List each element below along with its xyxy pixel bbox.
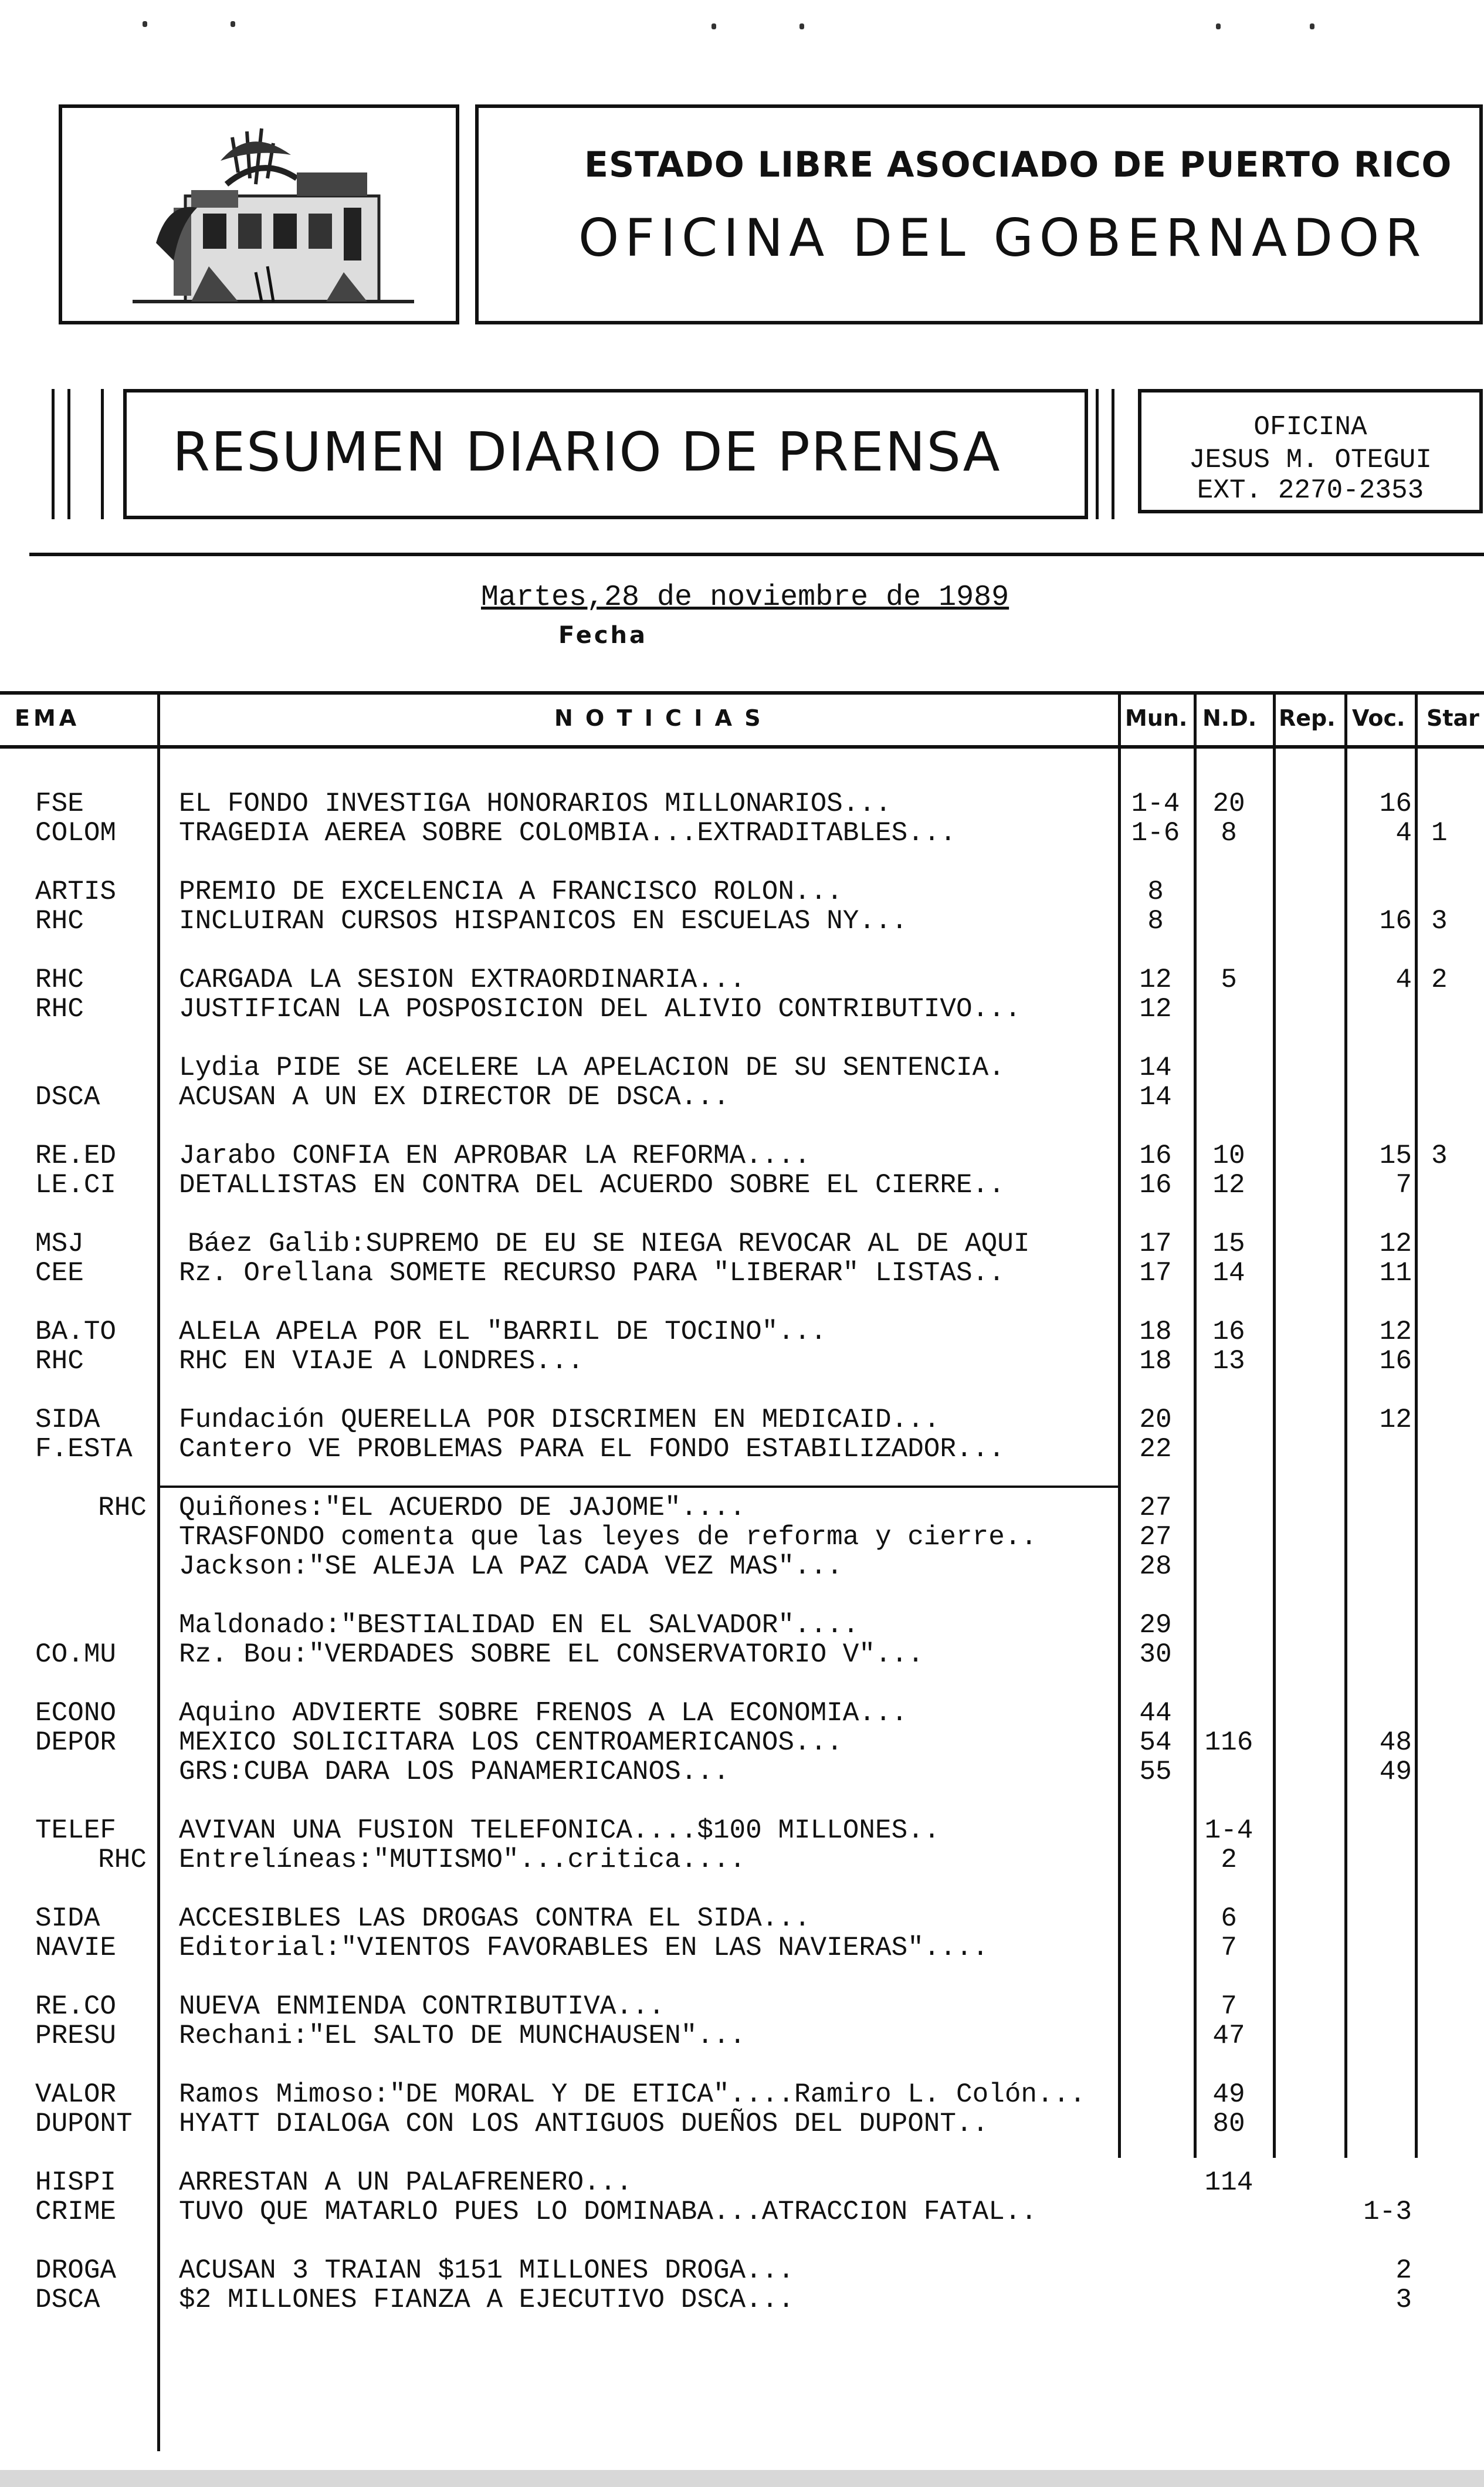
- row-voc: 4: [1395, 818, 1412, 848]
- col-header-star: Star: [1427, 705, 1479, 731]
- row-voc: 48: [1379, 1727, 1412, 1758]
- row-tema: F.ESTA: [35, 1434, 133, 1464]
- decor-bar: [52, 389, 55, 519]
- row-tema: RE.CO: [35, 1991, 117, 2022]
- state-name: ESTADO LIBRE ASOCIADO DE PUERTO RICO: [584, 144, 1452, 185]
- row-noticia: GRS:CUBA DARA LOS PANAMERICANOS...: [179, 1757, 730, 1787]
- row-tema: RHC: [35, 994, 84, 1024]
- row-tema: ECONO: [35, 1698, 117, 1728]
- row-noticia: ARRESTAN A UN PALAFRENERO...: [179, 2167, 632, 2198]
- row-mun: 22: [1139, 1434, 1172, 1464]
- row-noticia: ACUSAN A UN EX DIRECTOR DE DSCA...: [179, 1082, 730, 1112]
- row-noticia: Fundación QUERELLA POR DISCRIMEN EN MEDICAID...: [179, 1405, 940, 1435]
- row-tema: SIDA: [35, 1903, 100, 1934]
- row-mun: 54: [1139, 1727, 1172, 1758]
- row-nd: 12: [1212, 1170, 1245, 1200]
- row-tema: ARTIS: [35, 877, 117, 907]
- punch-mark: [1216, 23, 1221, 29]
- office-name: OFICINA DEL GOBERNADOR: [578, 208, 1427, 268]
- col-header-tema: EMA: [15, 705, 80, 731]
- row-mun: 16: [1139, 1170, 1172, 1200]
- row-tema: RHC: [98, 1493, 147, 1523]
- row-noticia: INCLUIRAN CURSOS HISPANICOS EN ESCUELAS NY...: [179, 906, 908, 936]
- row-noticia: Editorial:"VIENTOS FAVORABLES EN LAS NAVIERAS"....: [179, 1933, 989, 1963]
- row-tema: SIDA: [35, 1405, 100, 1435]
- page-title: RESUMEN DIARIO DE PRENSA: [172, 421, 1001, 483]
- row-noticia: Jarabo CONFIA EN APROBAR LA REFORMA....: [179, 1141, 811, 1171]
- row-tema: DSCA: [35, 1082, 100, 1112]
- row-mun: 16: [1139, 1141, 1172, 1171]
- row-nd: 15: [1212, 1229, 1245, 1259]
- row-noticia: AVIVAN UNA FUSION TELEFONICA....$100 MILLONES..: [179, 1815, 940, 1846]
- row-voc: 12: [1379, 1405, 1412, 1435]
- row-noticia: Rz. Bou:"VERDADES SOBRE EL CONSERVATORIO V"...: [179, 1639, 924, 1670]
- column-rule: [157, 691, 160, 2451]
- row-noticia: TRAGEDIA AEREA SOBRE COLOMBIA...EXTRADITABLES...: [179, 818, 957, 848]
- row-mun: 17: [1139, 1229, 1172, 1259]
- row-noticia: JUSTIFICAN LA POSPOSICION DEL ALIVIO CONTRIBUTIVO...: [179, 994, 1021, 1024]
- row-tema: BA.TO: [35, 1317, 117, 1347]
- section-divider: [29, 553, 1484, 556]
- seal-box: [59, 104, 459, 324]
- contact-line3: EXT. 2270-2353: [1197, 475, 1424, 506]
- row-tema: LE.CI: [35, 1170, 117, 1200]
- row-mun: 14: [1139, 1053, 1172, 1083]
- date-label: Fecha: [558, 622, 648, 649]
- row-voc: 16: [1379, 906, 1412, 936]
- row-voc: 16: [1379, 789, 1412, 819]
- col-header-mun: Mun.: [1125, 705, 1188, 731]
- row-mun: 28: [1139, 1551, 1172, 1582]
- row-mun: 8: [1147, 906, 1164, 936]
- column-rule: [1415, 691, 1418, 2158]
- row-tema: MSJ: [35, 1229, 84, 1259]
- row-tema: CEE: [35, 1258, 84, 1288]
- group-rule: [157, 1486, 1119, 1488]
- row-mun: 30: [1139, 1639, 1172, 1670]
- col-header-noticias: N O T I C I A S: [554, 705, 763, 731]
- row-mun: 12: [1139, 994, 1172, 1024]
- row-voc: 12: [1379, 1229, 1412, 1259]
- row-noticia: PREMIO DE EXCELENCIA A FRANCISCO ROLON...: [179, 877, 843, 907]
- row-mun: 44: [1139, 1698, 1172, 1728]
- decor-bar: [67, 389, 70, 519]
- row-noticia: Cantero VE PROBLEMAS PARA EL FONDO ESTABILIZADOR...: [179, 1434, 1005, 1464]
- contact-line1: OFICINA: [1253, 412, 1367, 442]
- row-voc: 11: [1379, 1258, 1412, 1288]
- row-tema: RHC: [35, 965, 84, 995]
- fortaleza-building-icon: [121, 126, 426, 319]
- row-nd: 7: [1221, 1933, 1237, 1963]
- punch-mark: [143, 21, 147, 27]
- row-noticia: CARGADA LA SESION EXTRAORDINARIA...: [179, 965, 746, 995]
- row-noticia: Rz. Orellana SOMETE RECURSO PARA "LIBERAR" LISTAS..: [179, 1258, 1005, 1288]
- row-nd: 116: [1204, 1727, 1253, 1758]
- row-tema: NAVIE: [35, 1933, 117, 1963]
- row-noticia: NUEVA ENMIENDA CONTRIBUTIVA...: [179, 1991, 665, 2022]
- row-tema: FSE: [35, 789, 84, 819]
- row-star: 2: [1431, 965, 1448, 995]
- row-noticia: ACUSAN 3 TRAIAN $151 MILLONES DROGA...: [179, 2255, 794, 2286]
- row-noticia: ALELA APELA POR EL "BARRIL DE TOCINO"...: [179, 1317, 827, 1347]
- row-mun: 20: [1139, 1405, 1172, 1435]
- row-tema: CRIME: [35, 2197, 117, 2227]
- row-tema: CO.MU: [35, 1639, 117, 1670]
- row-nd: 2: [1221, 1845, 1237, 1875]
- row-tema: DROGA: [35, 2255, 117, 2286]
- row-mun: 27: [1139, 1522, 1172, 1552]
- row-tema: DUPONT: [35, 2109, 133, 2139]
- row-noticia: Aquino ADVIERTE SOBRE FRENOS A LA ECONOMIA...: [179, 1698, 908, 1728]
- row-tema: COLOM: [35, 818, 117, 848]
- decor-bar: [101, 389, 104, 519]
- row-tema: PRESU: [35, 2021, 117, 2051]
- decor-bar: [1112, 389, 1114, 519]
- row-tema: RHC: [35, 906, 84, 936]
- scan-edge: [0, 2470, 1484, 2487]
- row-voc: 3: [1395, 2285, 1412, 2315]
- row-mun: 14: [1139, 1082, 1172, 1112]
- row-noticia: Ramos Mimoso:"DE MORAL Y DE ETICA"....Ramiro L. Colón...: [179, 2079, 1086, 2110]
- header-title-box: [475, 104, 1483, 324]
- row-star: 3: [1431, 906, 1448, 936]
- table-top-rule: [0, 691, 1484, 695]
- punch-mark: [231, 21, 235, 27]
- row-nd: 80: [1212, 2109, 1245, 2139]
- row-mun: 12: [1139, 965, 1172, 995]
- row-noticia: EL FONDO INVESTIGA HONORARIOS MILLONARIOS...: [179, 789, 892, 819]
- row-nd: 49: [1212, 2079, 1245, 2110]
- row-noticia: Quiñones:"EL ACUERDO DE JAJOME"....: [179, 1493, 746, 1523]
- row-noticia: HYATT DIALOGA CON LOS ANTIGUOS DUEÑOS DEL DUPONT..: [179, 2109, 989, 2139]
- row-tema: RHC: [35, 1346, 84, 1376]
- row-noticia: MEXICO SOLICITARA LOS CENTROAMERICANOS...: [179, 1727, 843, 1758]
- row-voc: 12: [1379, 1317, 1412, 1347]
- row-voc: 1-3: [1363, 2197, 1412, 2227]
- row-nd: 10: [1212, 1141, 1245, 1171]
- row-noticia: TUVO QUE MATARLO PUES LO DOMINABA...ATRACCION FATAL..: [179, 2197, 1038, 2227]
- contact-line2: JESUS M. OTEGUI: [1188, 445, 1432, 475]
- row-mun: 1-6: [1131, 818, 1180, 848]
- row-voc: 4: [1395, 965, 1412, 995]
- decor-bar: [1096, 389, 1099, 519]
- row-noticia: RHC EN VIAJE A LONDRES...: [179, 1346, 584, 1376]
- row-mun: 55: [1139, 1757, 1172, 1787]
- row-voc: 49: [1379, 1757, 1412, 1787]
- row-mun: 29: [1139, 1610, 1172, 1640]
- row-nd: 14: [1212, 1258, 1245, 1288]
- row-voc: 7: [1395, 1170, 1412, 1200]
- row-tema: TELEF: [35, 1815, 117, 1846]
- row-noticia: $2 MILLONES FIANZA A EJECUTIVO DSCA...: [179, 2285, 794, 2315]
- row-nd: 7: [1221, 1991, 1237, 2022]
- row-mun: 17: [1139, 1258, 1172, 1288]
- punch-mark: [1310, 23, 1314, 29]
- row-noticia: Báez Galib:SUPREMO DE EU SE NIEGA REVOCAR AL DE AQUI: [188, 1229, 1030, 1259]
- row-nd: 16: [1212, 1317, 1245, 1347]
- row-nd: 47: [1212, 2021, 1245, 2051]
- row-noticia: TRASFONDO comenta que las leyes de reforma y cierre..: [179, 1522, 1038, 1552]
- row-nd: 20: [1212, 789, 1245, 819]
- row-noticia: Entrelíneas:"MUTISMO"...critica....: [179, 1845, 746, 1875]
- col-header-voc: Voc.: [1352, 705, 1405, 731]
- punch-mark: [799, 23, 804, 29]
- row-noticia: DETALLISTAS EN CONTRA DEL ACUERDO SOBRE EL CIERRE..: [179, 1170, 1005, 1200]
- row-tema: RHC: [98, 1845, 147, 1875]
- row-star: 1: [1431, 818, 1448, 848]
- row-tema: HISPI: [35, 2167, 117, 2198]
- col-header-rep: Rep.: [1279, 705, 1336, 731]
- row-mun: 1-4: [1131, 789, 1180, 819]
- row-nd: 114: [1204, 2167, 1253, 2198]
- row-star: 3: [1431, 1141, 1448, 1171]
- row-tema: DEPOR: [35, 1727, 117, 1758]
- row-mun: 18: [1139, 1346, 1172, 1376]
- row-noticia: ACCESIBLES LAS DROGAS CONTRA EL SIDA...: [179, 1903, 811, 1934]
- table-header-rule: [0, 745, 1484, 749]
- column-rule: [1273, 691, 1276, 2158]
- row-noticia: Jackson:"SE ALEJA LA PAZ CADA VEZ MAS"...: [179, 1551, 843, 1582]
- contact-box: [1138, 389, 1483, 513]
- row-voc: 16: [1379, 1346, 1412, 1376]
- punch-mark: [711, 23, 716, 29]
- row-mun: 18: [1139, 1317, 1172, 1347]
- row-nd: 13: [1212, 1346, 1245, 1376]
- row-nd: 1-4: [1204, 1815, 1253, 1846]
- row-tema: VALOR: [35, 2079, 117, 2110]
- row-voc: 2: [1395, 2255, 1412, 2286]
- row-tema: RE.ED: [35, 1141, 117, 1171]
- row-voc: 15: [1379, 1141, 1412, 1171]
- row-noticia: Maldonado:"BESTIALIDAD EN EL SALVADOR"....: [179, 1610, 859, 1640]
- col-header-nd: N.D.: [1202, 705, 1257, 731]
- title-box: [123, 389, 1088, 519]
- date-value: Martes,28 de noviembre de 1989: [481, 581, 1009, 614]
- row-mun: 8: [1147, 877, 1164, 907]
- row-noticia: Lydia PIDE SE ACELERE LA APELACION DE SU SENTENCIA.: [179, 1053, 1005, 1083]
- row-nd: 8: [1221, 818, 1237, 848]
- row-mun: 27: [1139, 1493, 1172, 1523]
- row-tema: DSCA: [35, 2285, 100, 2315]
- row-nd: 6: [1221, 1903, 1237, 1934]
- row-nd: 5: [1221, 965, 1237, 995]
- row-noticia: Rechani:"EL SALTO DE MUNCHAUSEN"...: [179, 2021, 746, 2051]
